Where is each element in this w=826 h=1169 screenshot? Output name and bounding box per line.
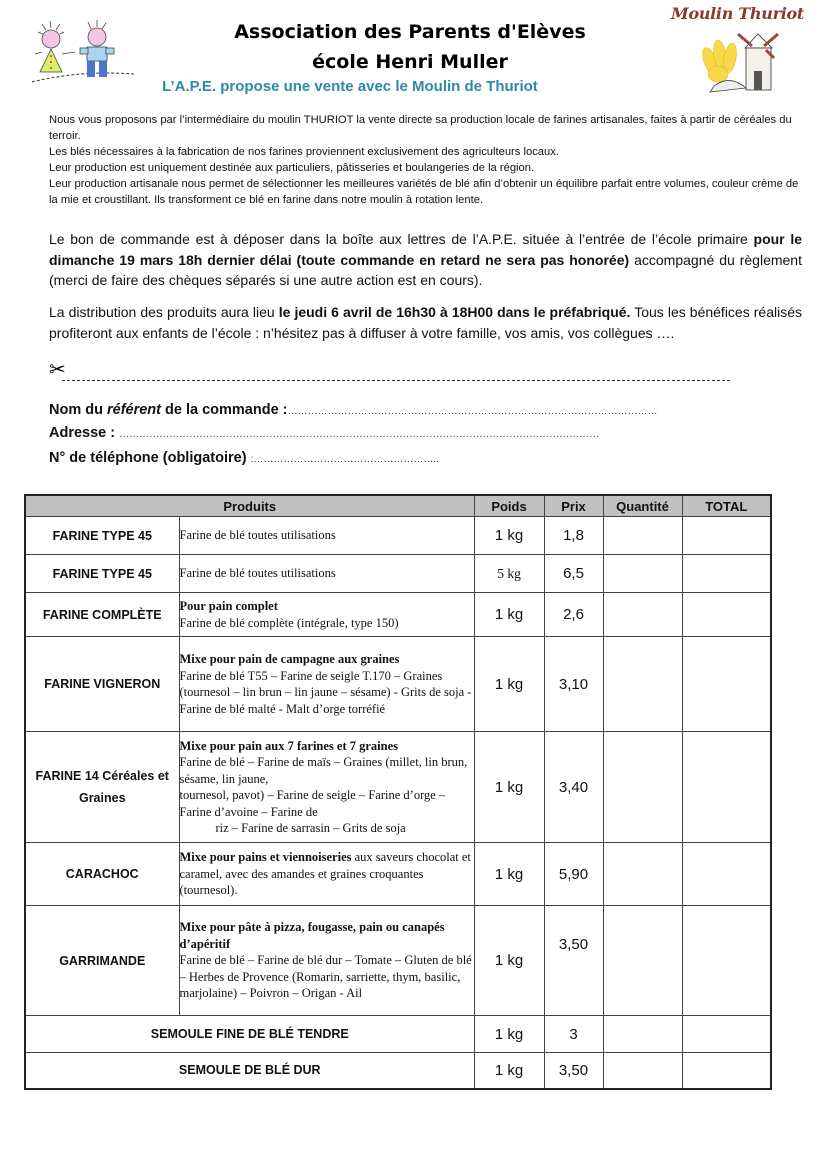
total-cell[interactable] xyxy=(682,843,771,906)
product-description xyxy=(179,732,474,843)
product-description xyxy=(179,637,474,732)
product-description-body: Farine de blé complète (intégrale, type 150) xyxy=(179,615,399,630)
table-row xyxy=(25,555,771,593)
product-description-body-3: riz – Farine de sarrasin – Grits de soja xyxy=(215,821,406,835)
product-name: FARINE 14 Céréales et Graines xyxy=(25,732,179,843)
table-header-row xyxy=(25,495,771,517)
intro-line: Leur production est uniquement destinée aux particuliers, pâtisseries et boulangeries de la région. xyxy=(49,162,535,174)
product-name: FARINE TYPE 45 xyxy=(25,555,179,593)
referent-label-italic: référent xyxy=(107,402,161,418)
deadline-text: Le bon de commande est à déposer dans la boîte aux lettres de l’A.P.E. située à l’entrée de l’école primaire xyxy=(49,231,754,247)
product-weight: 1 kg xyxy=(474,1053,544,1089)
header-quantite: Quantité xyxy=(603,495,682,517)
quantity-cell[interactable] xyxy=(603,732,682,843)
address-label: Adresse : xyxy=(49,425,120,441)
table-row xyxy=(25,843,771,906)
product-weight: 1 kg xyxy=(474,593,544,637)
distribution-text: La distribution des produits aura lieu xyxy=(49,304,279,320)
product-description-body: Farine de blé – Farine de maïs – Graines (millet, lin brun, sésame, lin jaune, xyxy=(179,755,468,786)
product-price: 2,6 xyxy=(544,593,603,637)
product-description-title: Pour pain complet xyxy=(179,599,278,613)
intro-line: Les blés nécessaires à la fabrication de nos farines proviennent exclusivement des agriculteurs locaux. xyxy=(49,146,559,158)
page-subtitle: L’A.P.E. propose une vente avec le Moulin de Thuriot xyxy=(162,78,538,95)
header-total: TOTAL xyxy=(682,495,771,517)
quantity-cell[interactable] xyxy=(603,906,682,1016)
product-weight: 1 kg xyxy=(474,843,544,906)
referent-label: Nom du xyxy=(49,402,107,418)
product-description-body-2: tournesol, pavot) – Farine de seigle – Farine d’orge – Farine d’avoine – Farine de xyxy=(179,788,446,819)
referent-input-line[interactable]: ………………………………………………………………………………………………… xyxy=(287,406,658,417)
product-name: GARRIMANDE xyxy=(25,906,179,1016)
phone-input-line[interactable]: :……………………………………………….. xyxy=(250,454,439,465)
cut-line-divider xyxy=(62,380,730,381)
total-cell[interactable] xyxy=(682,555,771,593)
product-price: 3 xyxy=(544,1016,603,1053)
distribution-paragraph xyxy=(49,302,802,343)
product-price: 3,10 xyxy=(544,637,603,732)
product-name: SEMOULE FINE DE BLÉ TENDRE xyxy=(25,1016,474,1053)
quantity-cell[interactable] xyxy=(603,637,682,732)
total-cell[interactable] xyxy=(682,517,771,555)
header-poids: Poids xyxy=(474,495,544,517)
table-row xyxy=(25,732,771,843)
table-row xyxy=(25,1016,771,1053)
product-weight: 1 kg xyxy=(474,906,544,1016)
deadline-bold-text: pour le dimanche 19 mars 18h dernier délai (toute commande en retard ne sera pas honorée) xyxy=(49,231,802,268)
distribution-text-end: Tous les bénéfices réalisés profiteront aux enfants de l’école : n’hésitez pas à diffuser à votre famille, vos amis, vos collègues …. xyxy=(49,304,802,341)
page-title-line1: Association des Parents d'Elèves xyxy=(234,21,586,43)
product-weight: 1 kg xyxy=(474,732,544,843)
kids-drawing-logo xyxy=(30,18,135,84)
address-field[interactable] xyxy=(49,425,599,441)
quantity-cell[interactable] xyxy=(603,1053,682,1089)
total-cell[interactable] xyxy=(682,906,771,1016)
page-title-line2: école Henri Muller xyxy=(312,51,508,73)
referent-name-field[interactable] xyxy=(49,402,658,418)
product-description xyxy=(179,843,474,906)
product-price: 3,50 xyxy=(544,906,603,1016)
product-name: FARINE TYPE 45 xyxy=(25,517,179,555)
product-weight: 1 kg xyxy=(474,1016,544,1053)
product-name: FARINE COMPLÈTE xyxy=(25,593,179,637)
product-description: Farine de blé toutes utilisations xyxy=(179,555,474,593)
product-weight: 5 kg xyxy=(474,555,544,593)
quantity-cell[interactable] xyxy=(603,517,682,555)
phone-field[interactable] xyxy=(49,450,439,466)
product-weight: 1 kg xyxy=(474,637,544,732)
product-description-title: Mixe pour pâte à pizza, fougasse, pain ou canapés d’apéritif xyxy=(179,920,445,951)
total-cell[interactable] xyxy=(682,593,771,637)
intro-line: Leur production artisanale nous permet de sélectionner les meilleures variétés de blé afin d’obtenir un équilibre parfait entre volumes, couleur crème de la mie et croustillant. Ils transforment ce blé en farine dans notre moulin à rotation lente. xyxy=(49,178,799,206)
deadline-text-end: accompagné du règlement (merci de faire des chèques séparés si une autre action est en cours). xyxy=(49,251,802,288)
address-input-line[interactable]: ……………………………………………………………………………………………………………………………… xyxy=(119,429,600,440)
product-name: CARACHOC xyxy=(25,843,179,906)
product-description xyxy=(179,906,474,1016)
product-price: 3,40 xyxy=(544,732,603,843)
product-name: FARINE VIGNERON xyxy=(25,637,179,732)
deadline-paragraph xyxy=(49,229,802,291)
windmill-wheat-logo xyxy=(670,4,805,99)
product-description-title: Mixe pour pains et viennoiseries xyxy=(179,850,352,865)
quantity-cell[interactable] xyxy=(603,593,682,637)
product-price: 5,90 xyxy=(544,843,603,906)
table-row xyxy=(25,593,771,637)
intro-line: Nous vous proposons par l’intermédiaire du moulin THURIOT la vente directe sa production locale de farines artisanales, faites à partir de céréales du terroir. xyxy=(49,114,792,142)
product-description-title: Mixe pour pain aux 7 farines et 7 graines xyxy=(179,738,399,753)
product-description-title: Mixe pour pain de campagne aux graines xyxy=(179,652,400,666)
phone-label: N° de téléphone (obligatoire) xyxy=(49,450,251,466)
product-description-body: Farine de blé – Farine de blé dur – Tomate – Gluten de blé – Herbes de Provence (Romarin, sarriette, thym, basilic, marjolaine) – Poivron – Origan - Ail xyxy=(179,953,472,1001)
product-description-body: Farine de blé T55 – Farine de seigle T.170 – Graines (tournesol – lin brun – lin jaune – sésame) - Grits de soja - Farine de blé malté - Malt d’orge torréfié xyxy=(179,668,472,716)
product-weight: 1 kg xyxy=(474,517,544,555)
product-name: SEMOULE DE BLÉ DUR xyxy=(25,1053,474,1089)
header-prix: Prix xyxy=(544,495,603,517)
referent-label-end: de la commande : xyxy=(161,402,288,418)
scissors-icon: ✂ xyxy=(49,359,66,381)
total-cell[interactable] xyxy=(682,1016,771,1053)
quantity-cell[interactable] xyxy=(603,555,682,593)
table-row xyxy=(25,637,771,732)
product-price: 1,8 xyxy=(544,517,603,555)
quantity-cell[interactable] xyxy=(603,1016,682,1053)
distribution-bold-text: le jeudi 6 avril de 16h30 à 18H00 dans le préfabriqué. xyxy=(278,304,631,320)
table-row xyxy=(25,517,771,555)
table-row xyxy=(25,906,771,1016)
order-table xyxy=(24,494,772,1090)
product-price: 6,5 xyxy=(544,555,603,593)
product-description xyxy=(179,593,474,637)
quantity-cell[interactable] xyxy=(603,843,682,906)
header-produits: Produits xyxy=(25,495,474,517)
total-cell[interactable] xyxy=(682,732,771,843)
product-price: 3,50 xyxy=(544,1053,603,1089)
intro-text xyxy=(49,112,801,208)
total-cell[interactable] xyxy=(682,1053,771,1089)
total-cell[interactable] xyxy=(682,637,771,732)
mill-logo-text: Moulin Thuriot xyxy=(671,4,804,23)
table-row xyxy=(25,1053,771,1089)
product-description: Farine de blé toutes utilisations xyxy=(179,517,474,555)
product-description-body: aux saveurs chocolat et caramel, avec des amandes et graines croquantes (tournesol). xyxy=(179,850,471,898)
